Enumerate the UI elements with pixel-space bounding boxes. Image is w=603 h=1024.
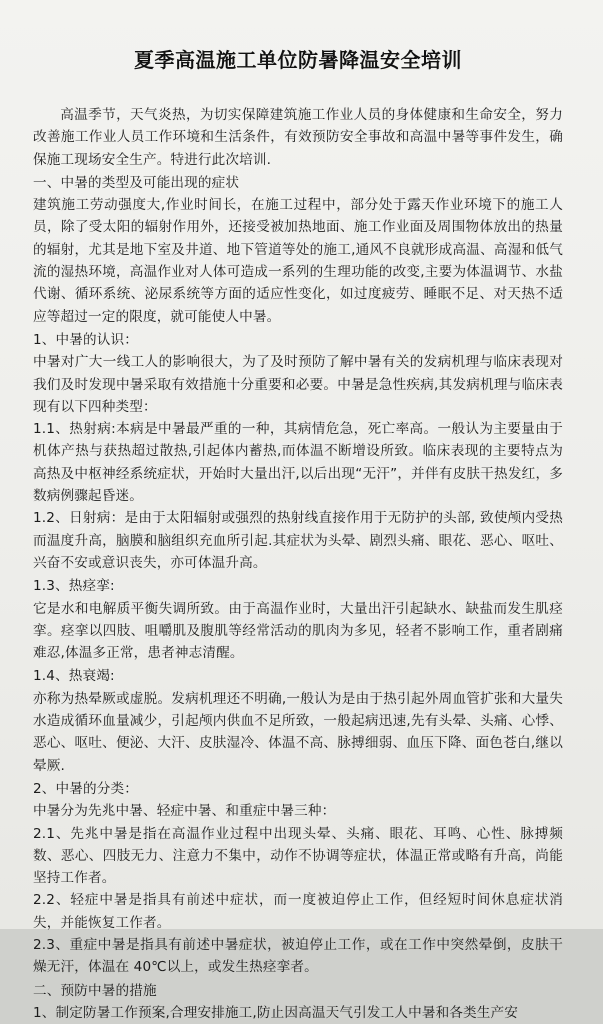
section-heading: 2、中暑的分类： bbox=[33, 780, 139, 797]
paragraph: 亦称为热晕厥或虚脱。发病机理还不明确,一般认为是由于热引起外周血管扩张和大量失水造成循环血量减少，引起颅内供血不足所致，一般起病迅速,先有头晕、头痛、心悸、恶心、呕吐、便泌、大汗、皮肤湿冷、体温不高、脉搏细弱、血压下降、面色苍白,继以晕厥. bbox=[33, 690, 563, 774]
document-body bbox=[33, 104, 563, 1024]
paragraph: 1.1、热射病:本病是中暑最严重的一种，其病情危急，死亡率高。一般认为主要量由于机体产热与获热超过散热,引起体内蓄热,而体温不断增设所致。临床表现的主要特点为高热及中枢神经系统症状，开始时大量出汗,以后出现“无汗”，并伴有皮肤干热发红，多数病例骤起昏迷。 bbox=[33, 421, 563, 505]
paragraph: 2.1、先兆中暑是指在高温作业过程中出现头晕、头痛、眼花、耳鸣、心性、脉搏频数、恶心、四肢无力、注意力不集中，动作不协调等症状，体温正常或略有升高，尚能坚持工作者。 bbox=[33, 825, 563, 887]
paragraph: 建筑施工劳动强度大,作业时间长，在施工过程中，部分处于露天作业环境下的施工人员，除了受太阳的辐射作用外，还接受被加热地面、施工作业面及周围物体放出的热量的辐射，尤其是地下室及井道、地下管道等处的施工,通风不良就形成高温、高湿和低气流的湿热环境，高温作业对人体可造成一系列的生理功能的改变,主要为体温调节、水盐代谢、循环系统、泌尿系统等方面的适应性变化，如过度疲劳、睡眠不足、对天热不适应等超过一定的限度，就可能使人中暑。 bbox=[33, 197, 563, 325]
paragraph: 1、制定防暑工作预案,合理安排施工,防止因高温天气引发工人中暑和各类生产安 bbox=[33, 1004, 519, 1021]
section-heading: 1、中暑的认识： bbox=[33, 331, 139, 348]
paragraph: 中暑分为先兆中暑、轻症中暑、和重症中暑三种： bbox=[33, 803, 336, 820]
section-heading: 1.3、热痉挛: bbox=[33, 578, 115, 595]
paragraph: 2.3、重症中暑是指具有前述中暑症状，被迫停止工作，或在工作中突然晕倒，皮肤干燥无汗，体温在 40℃以上，或发生热痉挛者。 bbox=[33, 936, 563, 976]
section-heading: 1.4、热衰竭: bbox=[33, 668, 115, 685]
paragraph: 中暑对广大一线工人的影响很大，为了及时预防了解中暑有关的发病机理与临床表现对我们及时发现中暑采取有效措施十分重要和必要。中暑是急性疾病,其发病机理与临床表现有以下四种类型： bbox=[33, 354, 563, 415]
paragraph: 它是水和电解质平衡失调所致。由于高温作业时，大量出汗引起缺水、缺盐而发生肌痉挛。痉挛以四肢、咀嚼肌及腹肌等经常活动的肌肉为多见，轻者不影响工作，重者剧痛难忍,体温多正常，患者神志清醒。 bbox=[33, 600, 563, 662]
paragraph: 1.2、日射病：是由于太阳辐射或强烈的热射线直接作用于无防护的头部, 致使颅内受热而温度升高，脑膜和脑组织充血所引起.其症状为头晕、剧烈头痛、眼花、恶心、呕吐、兴奋不安或意识丧失，亦可体温升高。 bbox=[33, 510, 563, 571]
section-heading: 一、中暑的类型及可能出现的症状 bbox=[33, 174, 240, 191]
section-heading: 二、预防中暑的措施 bbox=[33, 982, 157, 999]
paragraph: 高温季节，天气炎热，为切实保障建筑施工作业人员的身体健康和生命安全，努力改善施工作业人员工作环境和生活条件，有效预防安全事故和高温中暑等事件发生，确保施工现场安全生产。特进行此次培训. bbox=[33, 107, 563, 168]
paragraph: 2.2、轻症中暑是指具有前述中症状，而一度被迫停止工作，但经短时间休息症状消失，并能恢复工作者。 bbox=[33, 892, 563, 931]
document-title: 夏季高温施工单位防暑降温安全培训 bbox=[134, 48, 462, 72]
